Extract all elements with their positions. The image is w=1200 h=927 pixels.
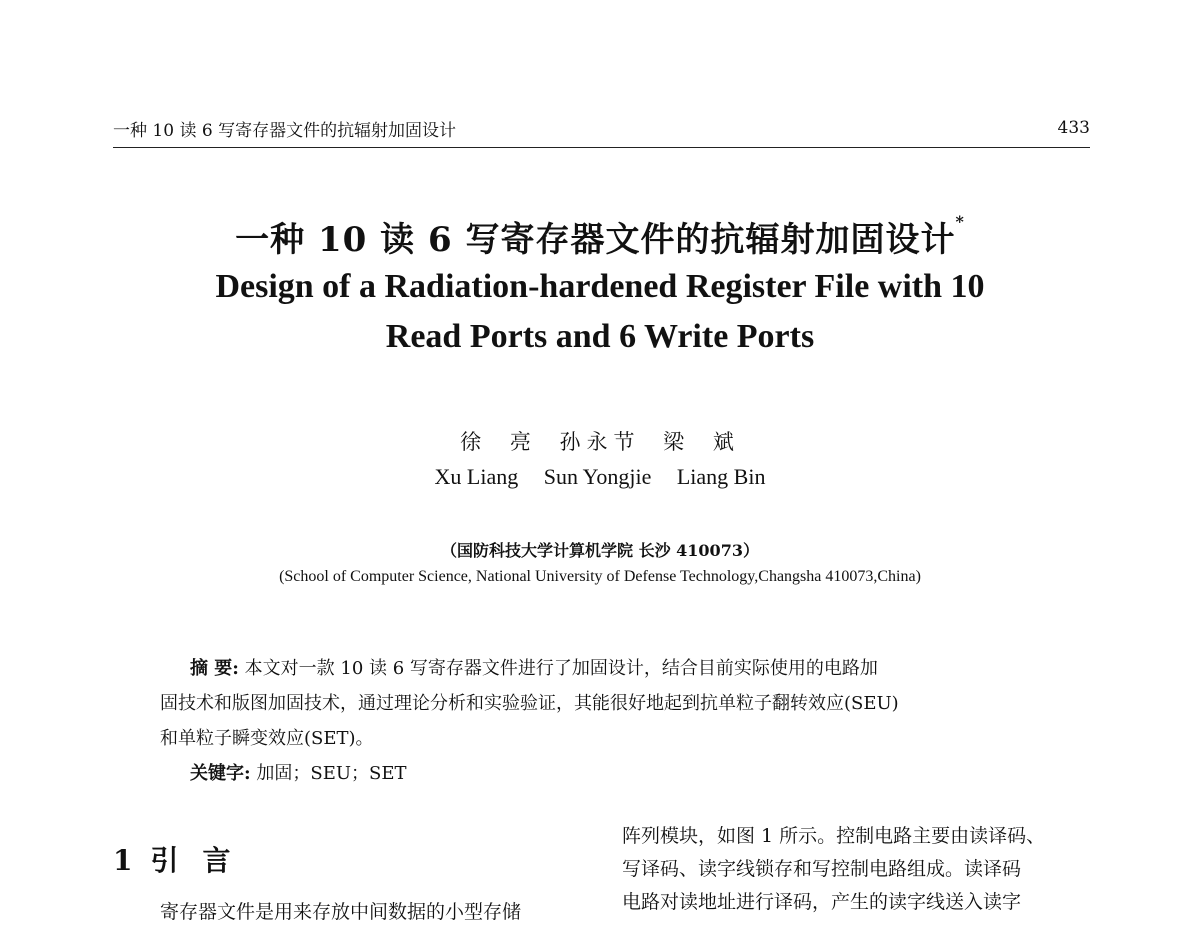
author-1: Xu Liang (434, 464, 519, 489)
title-english-line-1: Design of a Radiation-hardened Register File with 10 (215, 268, 985, 305)
keywords-label: 关键字: (190, 763, 251, 784)
affiliation-chinese: （国防科技大学计算机学院 长沙 410073） (441, 541, 759, 560)
page-number: 433 (1057, 118, 1090, 138)
author-2: Sun Yongjie (543, 464, 652, 489)
title-chinese-text: 一种 10 读 6 写寄存器文件的抗辐射加固设计 (235, 220, 956, 260)
section-heading (113, 839, 255, 879)
authors-english (0, 464, 1200, 490)
abstract-text-1: 本文对一款 10 读 6 写寄存器文件进行了加固设计，结合目前实际使用的电路加 (244, 658, 878, 679)
abstract (160, 651, 1060, 791)
running-title: 一种 10 读 6 写寄存器文件的抗辐射加固设计 (113, 120, 457, 141)
right-line-1: 阵列模块，如图 1 所示。控制电路主要由读译码、 (622, 825, 1046, 847)
right-line-3: 电路对读地址进行译码，产生的读字线送入读字 (622, 891, 1022, 913)
abstract-line-1 (160, 651, 1060, 686)
footnote-mark: * (955, 212, 965, 231)
header-rule (113, 147, 1090, 148)
affiliation-english: (School of Computer Science, National University of Defense Technology,Changsha 410073,China) (279, 568, 921, 585)
keywords-text: 加固；SEU；SET (256, 763, 407, 784)
section-title: 引言 (150, 844, 255, 877)
running-header (113, 114, 1090, 142)
section-number: 1 (113, 844, 133, 877)
abstract-line-3: 和单粒子瞬变效应(SET)。 (160, 728, 374, 749)
title-english-line-2: Read Ports and 6 Write Ports (385, 318, 815, 355)
abstract-line-2: 固技术和版图加固技术，通过理论分析和实验验证，其能很好地起到抗单粒子翻转效应(SEU) (160, 693, 899, 714)
author-3: Liang Bin (676, 464, 766, 489)
keywords (160, 756, 1060, 791)
authors-chinese: 徐 亮 孙永节 梁 斌 (460, 430, 740, 454)
right-line-2: 写译码、读字线锁存和写控制电路组成。读译码 (622, 858, 1022, 880)
right-column (622, 820, 1094, 919)
title-chinese (0, 212, 1200, 261)
left-column-text: 寄存器文件是用来存放中间数据的小型存储 (160, 901, 522, 923)
abstract-label: 摘 要: (190, 658, 239, 679)
